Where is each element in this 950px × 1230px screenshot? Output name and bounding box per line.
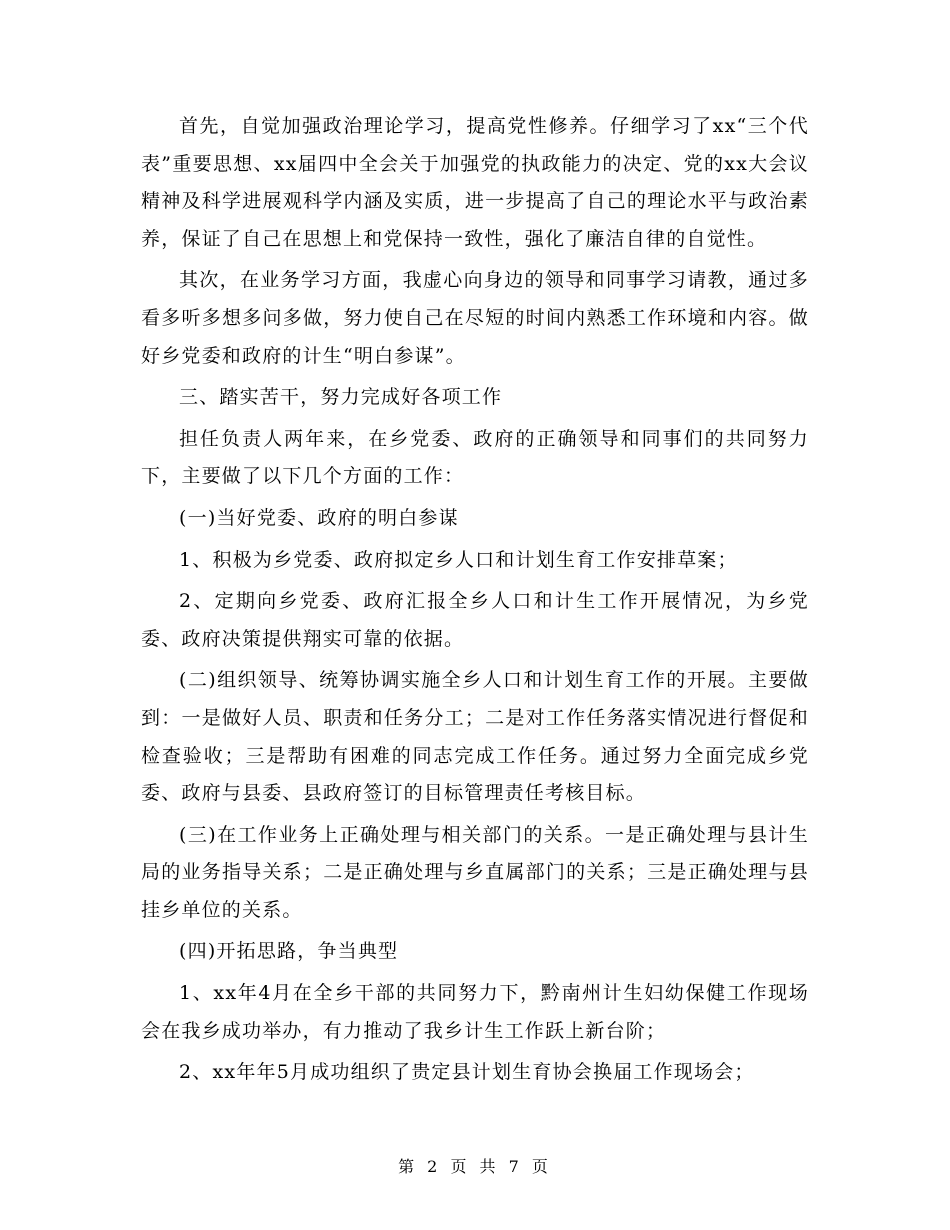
paragraph-relations: (三)在工作业务上正确处理与相关部门的关系。一是正确处理与县计生局的业务指导关系；二是正确处理与乡直属部门的关系；三是正确处理与县挂乡单位的关系。 (141, 823, 809, 921)
list-item-4: 2、xx年年5月成功组织了贵定县计划生育协会换届工作现场会； (179, 1061, 755, 1084)
paragraph-organize: (二)组织领导、统筹协调实施全乡人口和计划生育工作的开展。主要做到：一是做好人员、职责和任务分工；二是对工作任务落实情况进行督促和检查验收；三是帮助有困难的同志完成工作任务。通过努力全面完成乡党委、政府与县委、县政府签订的目标管理责任考核目标。 (141, 669, 809, 805)
paragraph-study-business: 其次，在业务学习方面，我虚心向身边的领导和同事学习请教，通过多看多听多想多问多做，努力使自己在尽短的时间内熟悉工作环境和内容。做好乡党委和政府的计生“明白参谋”。 (141, 269, 809, 367)
section-heading-work: 三、踏实苦干，努力完成好各项工作 (179, 386, 503, 409)
list-item-1: 1、积极为乡党委、政府拟定乡人口和计划生育工作安排草案； (179, 548, 738, 571)
subheading-advisor: (一)当好党委、政府的明白参谋 (179, 506, 459, 529)
page-footer: 第 2 页 共 7 页 (398, 1157, 552, 1176)
paragraph-work-intro: 担任负责人两年来，在乡党委、政府的正确领导和同事们的共同努力下，主要做了以下几个方面的工作： (141, 427, 809, 488)
list-item-3: 1、xx年4月在全乡干部的共同努力下，黔南州计生妇幼保健工作现场会在我乡成功举办，有力推动了我乡计生工作跃上新台阶； (141, 982, 809, 1042)
document-body (141, 108, 809, 1096)
paragraph-study-theory: 首先，自觉加强政治理论学习，提高党性修养。仔细学习了xx“三个代表”重要思想、xx届四中全会关于加强党的执政能力的决定、党的xx大会议精神及科学进展观科学内涵及实质，进一步提高了自己的理论水平与政治素养，保证了自己在思想上和党保持一致性，强化了廉洁自律的自觉性。 (141, 115, 809, 250)
subheading-innovate: (四)开拓思路，争当典型 (179, 940, 399, 963)
list-item-2: 2、定期向乡党委、政府汇报全乡人口和计生工作开展情况，为乡党委、政府决策提供翔实可靠的依据。 (141, 590, 809, 650)
